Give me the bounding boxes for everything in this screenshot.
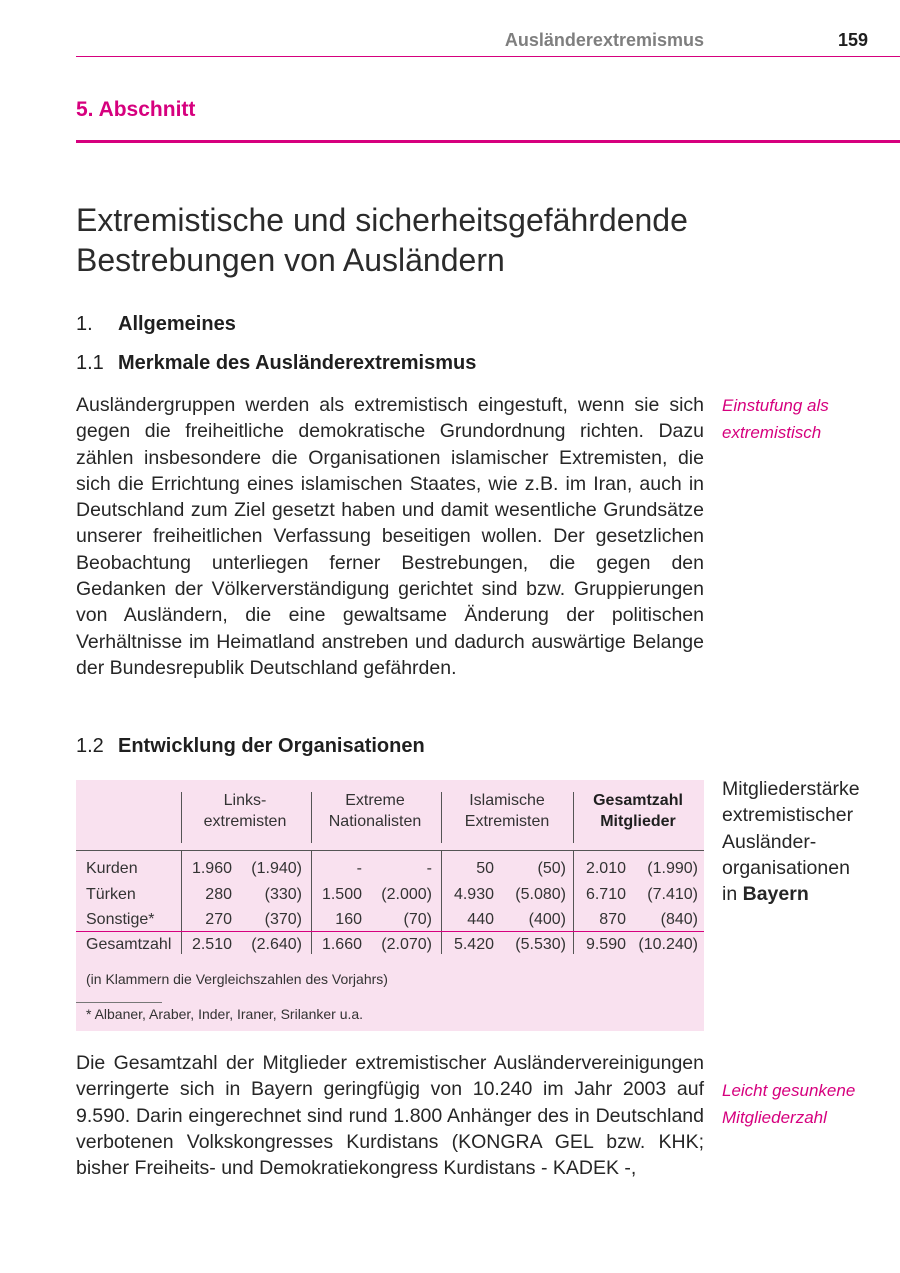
margin-note-line: extremistisch bbox=[722, 423, 822, 442]
total-rule bbox=[76, 931, 704, 932]
column-header-gesamtzahl bbox=[576, 790, 700, 832]
chapter-title bbox=[76, 200, 776, 280]
chapter-title-line: Bestrebungen von Ausländern bbox=[76, 242, 505, 278]
heading-merkmale bbox=[76, 352, 476, 375]
table-cell: 2.510 bbox=[191, 936, 232, 953]
caption-line bbox=[722, 881, 897, 907]
row-label: Kurden bbox=[86, 860, 138, 877]
table-cell: 280 bbox=[205, 886, 232, 903]
column-divider bbox=[311, 850, 312, 954]
margin-note-einstufung bbox=[722, 392, 892, 446]
margin-note-mitgliederzahl bbox=[722, 1077, 892, 1131]
caption-prefix: in bbox=[722, 883, 743, 906]
table-cell: 50 bbox=[476, 860, 494, 877]
caption-region: Bayern bbox=[742, 883, 809, 906]
heading-number: 1.1 bbox=[76, 352, 104, 374]
table-cell: 270 bbox=[205, 911, 232, 928]
column-header-nationalisten bbox=[312, 790, 438, 832]
column-header-line: Links- bbox=[223, 792, 267, 809]
column-header-islamische-extremisten bbox=[442, 790, 572, 832]
column-header-line: Nationalisten bbox=[328, 813, 422, 830]
table-cell: (370) bbox=[264, 911, 302, 928]
caption-line: extremistischer bbox=[722, 804, 854, 827]
table-cell: (50) bbox=[537, 860, 566, 877]
column-header-linksextremisten bbox=[182, 790, 308, 832]
column-divider bbox=[181, 850, 182, 954]
paragraph-mitglieder: Die Gesamtzahl der Mitglieder extremistischer Ausländervereinigungen verringerte sich in Bayern geringfügig von 10.240 im Jahr 2003 auf 9.590. Darin eingerechnet sind rund 1.800 Anhänger des in Deutschland verbotenen Volkskongresses Kurdistans (KONGRA GEL bzw. KHK; bisher Freiheits- und Demokratiekongress Kurdistans - KADEK -, bbox=[76, 1052, 704, 1180]
table-cell: (2.000) bbox=[381, 886, 432, 903]
table-cell: (840) bbox=[660, 911, 698, 928]
table-cell: 4.930 bbox=[453, 886, 494, 903]
table-cell: 160 bbox=[335, 911, 362, 928]
heading-allgemeines bbox=[76, 313, 236, 336]
table-cell: (1.990) bbox=[647, 860, 698, 877]
table-cell: 870 bbox=[599, 911, 626, 928]
column-header-line: Mitglieder bbox=[600, 813, 676, 830]
table-cell: 1.660 bbox=[321, 936, 362, 953]
column-divider bbox=[181, 792, 182, 843]
table-cell: - bbox=[356, 860, 362, 877]
margin-note-line: Mitgliederzahl bbox=[722, 1108, 827, 1127]
table-caption bbox=[722, 776, 897, 907]
section-label: 5. Abschnitt bbox=[76, 98, 196, 121]
running-header bbox=[76, 28, 900, 57]
heading-number: 1.2 bbox=[76, 735, 104, 757]
heading-number: 1. bbox=[76, 313, 93, 335]
table-cell: (10.240) bbox=[638, 936, 698, 953]
row-label: Türken bbox=[86, 886, 136, 903]
table-cell: (7.410) bbox=[647, 886, 698, 903]
column-header-line: Extreme bbox=[345, 792, 405, 809]
table-cell: 5.420 bbox=[453, 936, 494, 953]
footnote-rule bbox=[76, 1002, 162, 1003]
column-header-line: extremisten bbox=[203, 813, 287, 830]
table-note: (in Klammern die Vergleichszahlen des Vorjahrs) bbox=[86, 971, 388, 987]
chapter-title-line: Extremistische und sicherheitsgefährdende bbox=[76, 202, 688, 238]
caption-line: organisationen bbox=[722, 856, 850, 879]
column-divider bbox=[573, 792, 574, 843]
section-divider bbox=[76, 140, 900, 143]
column-divider bbox=[441, 792, 442, 843]
table-cell: (2.640) bbox=[251, 936, 302, 953]
heading-text: Merkmale des Ausländerextremismus bbox=[118, 352, 477, 374]
table-cell: 440 bbox=[467, 911, 494, 928]
margin-note-line: Einstufung als bbox=[722, 396, 829, 415]
heading-text: Allgemeines bbox=[118, 313, 236, 335]
table-cell: (5.080) bbox=[515, 886, 566, 903]
heading-entwicklung bbox=[76, 735, 425, 758]
table-cell: (330) bbox=[264, 886, 302, 903]
page-number: 159 bbox=[837, 30, 868, 50]
header-rule bbox=[76, 850, 704, 851]
column-divider bbox=[311, 792, 312, 843]
column-header-line: Islamische bbox=[469, 792, 545, 809]
table-cell: (400) bbox=[528, 911, 566, 928]
column-header-line: Gesamtzahl bbox=[593, 792, 683, 809]
row-label: Sonstige* bbox=[86, 911, 155, 928]
membership-table bbox=[76, 780, 704, 1031]
table-cell: 1.500 bbox=[321, 886, 362, 903]
table-cell: 6.710 bbox=[585, 886, 626, 903]
table-cell: 2.010 bbox=[585, 860, 626, 877]
running-title: Ausländerextremismus bbox=[504, 30, 704, 50]
margin-note-line: Leicht gesunkene bbox=[722, 1081, 856, 1100]
caption-line: Mitgliederstärke bbox=[722, 778, 860, 800]
table-footnote: * Albaner, Araber, Inder, Iraner, Srilanker u.a. bbox=[86, 1006, 364, 1022]
table-cell: (2.070) bbox=[381, 936, 432, 953]
row-label: Gesamtzahl bbox=[86, 936, 172, 953]
table-cell: - bbox=[426, 860, 432, 877]
table-cell: 9.590 bbox=[585, 936, 626, 953]
paragraph-merkmale: Ausländergruppen werden als extremistisch eingestuft, wenn sie sich gegen die freiheitliche demokratische Grundordnung richten. Dazu zählen insbesondere die Organisationen islamischer Extremisten, die sich die Errichtung eines islamischen Staates, wie z.B. im Iran, auch in Deutschland zum Ziel gesetzt haben und damit wesentliche Grundsätze unserer freiheitlichen Verfassung beseitigen wollen. Der gesetzlichen Beobachtung unterliegen ferner Bestrebungen, die gegen den Gedanken der Völkerverständigung gerichtet sind bzw. Gruppierungen von Ausländern, die eine gewaltsame Änderung der politischen Verhältnisse im Heimatland anstreben und dadurch auswärtige Belange der Bundesrepublik Deutschland gefährden. bbox=[76, 394, 704, 679]
column-divider bbox=[441, 850, 442, 954]
column-header-line: Extremisten bbox=[464, 813, 550, 830]
table-cell: (1.940) bbox=[251, 860, 302, 877]
table-cell: 1.960 bbox=[191, 860, 232, 877]
table-cell: (70) bbox=[403, 911, 432, 928]
column-divider bbox=[573, 850, 574, 954]
heading-text: Entwicklung der Organisationen bbox=[118, 735, 425, 757]
table-cell: (5.530) bbox=[515, 936, 566, 953]
caption-line: Ausländer- bbox=[722, 830, 817, 853]
